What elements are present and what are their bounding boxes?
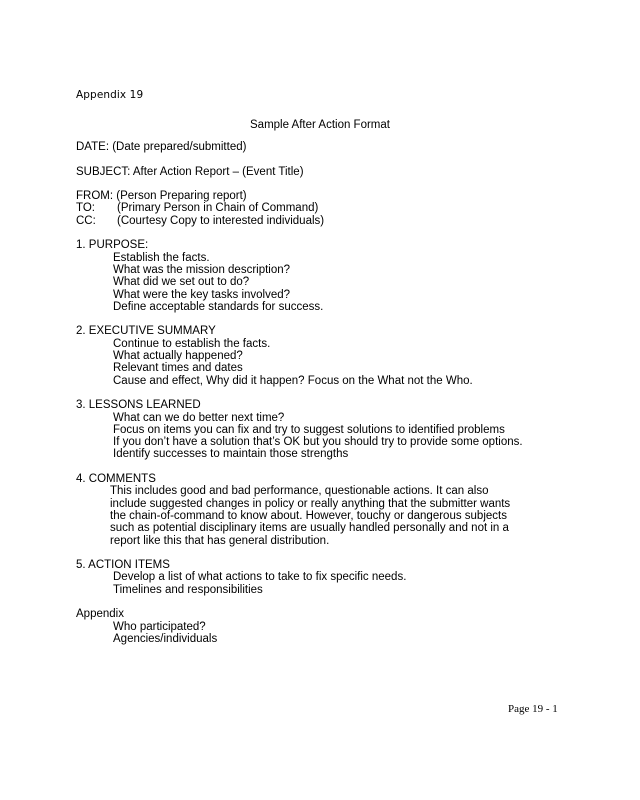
paragraph-line: include suggested changes in policy or really anything that the submitter wants	[110, 497, 511, 510]
cc-line	[76, 215, 576, 227]
list-item: Agencies/individuals	[113, 632, 218, 645]
list-item: Identify successes to maintain those strengths	[113, 448, 349, 461]
section-action-items	[76, 559, 576, 596]
date-line: DATE: (Date prepared/submitted)	[76, 141, 247, 153]
list-item: Establish the facts.	[113, 251, 210, 264]
section-heading: 3. LESSONS LEARNED	[76, 399, 201, 412]
to-label: TO:	[76, 202, 95, 215]
appendix-heading: Appendix 19	[76, 89, 144, 101]
document-body	[76, 141, 576, 645]
section-heading: 4. COMMENTS	[76, 473, 156, 486]
section-purpose	[76, 239, 576, 313]
section-heading: 5. ACTION ITEMS	[76, 559, 170, 572]
section-executive-summary	[76, 325, 576, 386]
from-line: FROM: (Person Preparing report)	[76, 190, 247, 203]
list-item: What did we set out to do?	[113, 276, 250, 289]
list-item: What was the mission description?	[113, 263, 291, 276]
paragraph-line: the chain-of-command to know about. However, touchy or dangerous subjects	[110, 509, 507, 522]
section-heading: Appendix	[76, 608, 124, 621]
subject-line: SUBJECT: After Action Report – (Event Title)	[76, 165, 304, 178]
list-item: Continue to establish the facts.	[113, 337, 271, 350]
page-number: Page 19 - 1	[508, 703, 558, 715]
paragraph-line: report like this that has general distribution.	[110, 534, 330, 547]
section-comments	[76, 473, 576, 547]
section-appendix	[76, 608, 576, 645]
section-lessons-learned	[76, 399, 576, 460]
to-value: (Primary Person in Chain of Command)	[117, 202, 319, 215]
paragraph-line: such as potential disciplinary items are usually handled personally and not in a	[110, 522, 509, 535]
list-item: Cause and effect, Why did it happen? Focus on the What not the Who.	[113, 374, 473, 387]
list-item: Relevant times and dates	[113, 362, 243, 375]
section-heading: 1. PURPOSE:	[76, 239, 149, 252]
list-item: Develop a list of what actions to take to fix specific needs.	[113, 571, 407, 584]
list-item: Timelines and responsibilities	[113, 583, 263, 596]
section-heading: 2. EXECUTIVE SUMMARY	[76, 325, 216, 338]
list-item: Define acceptable standards for success.	[113, 300, 324, 313]
list-item: What actually happened?	[113, 350, 243, 363]
list-item: What can we do better next time?	[113, 411, 285, 424]
document-title: Sample After Action Format	[250, 119, 390, 131]
to-line	[76, 202, 576, 214]
list-item: What were the key tasks involved?	[113, 288, 291, 301]
list-item: Focus on items you can fix and try to suggest solutions to identified problems	[113, 423, 505, 436]
cc-label: CC:	[76, 214, 96, 227]
list-item: Who participated?	[113, 620, 206, 633]
list-item: If you don’t have a solution that’s OK but you should try to provide some options.	[113, 436, 523, 449]
cc-value: (Courtesy Copy to interested individuals)	[117, 214, 325, 227]
paragraph-line: This includes good and bad performance, questionable actions. It can also	[110, 485, 489, 498]
